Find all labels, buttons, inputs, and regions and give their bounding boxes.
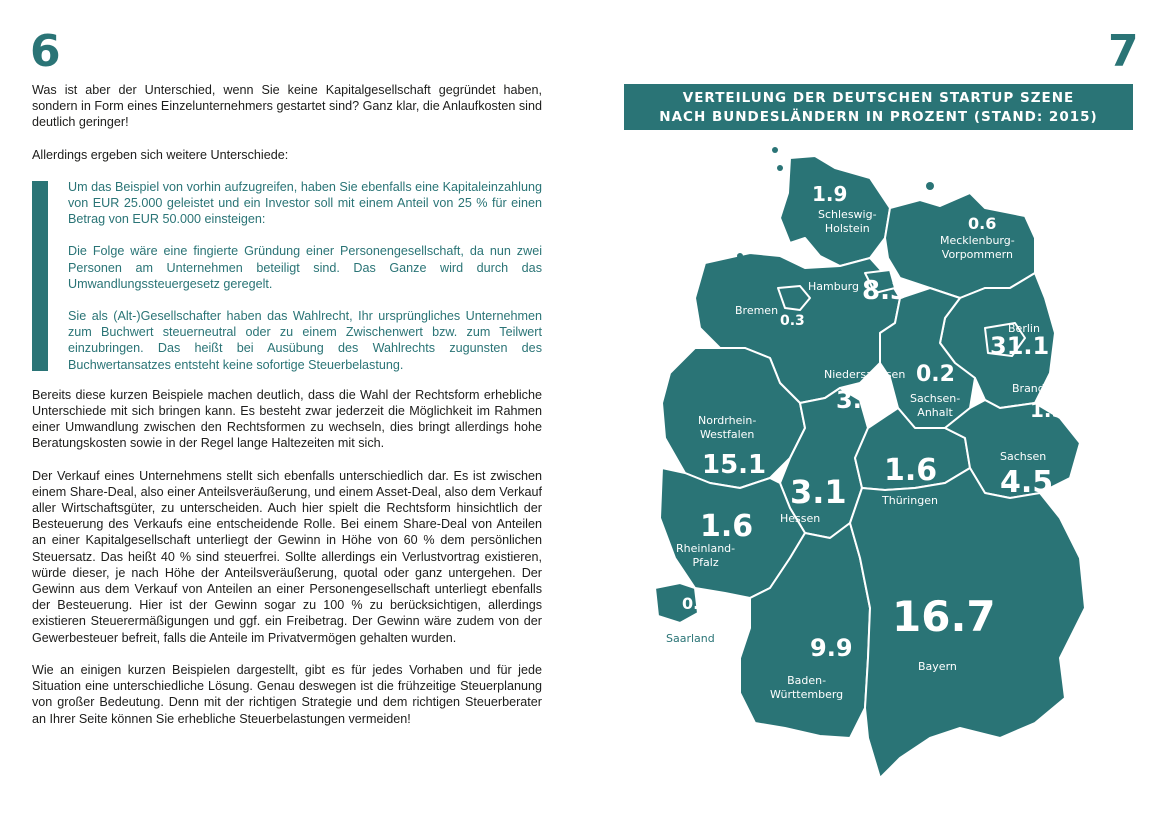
highlight-box	[32, 179, 542, 373]
state-label-saarland: Saarland	[666, 632, 715, 645]
state-label-mecklenburg-vorpommern: Mecklenburg- Vorpommern	[940, 234, 1015, 261]
state-value-thueringen: 1.6	[884, 453, 938, 488]
map-title-banner	[624, 84, 1133, 130]
state-label-sachsen-anhalt: Sachsen- Anhalt	[910, 392, 961, 419]
state-label-thueringen: Thüringen	[882, 494, 938, 507]
state-label-baden-wuerttemberg: Baden- Württemberg	[770, 674, 844, 701]
state-value-bremen: 0.3	[780, 313, 805, 329]
state-value-saarland: 0.4	[682, 594, 711, 613]
state-label-brandenburg: Brandenburg	[1012, 382, 1084, 395]
left-column	[32, 82, 542, 743]
state-label-nordrhein-westfalen: Nordrhein- Westfalen	[698, 414, 757, 441]
page-number-left: 6	[30, 26, 61, 77]
state-label-niedersachsen: Niedersachsen	[824, 368, 906, 381]
intro-paragraph: Was ist aber der Unterschied, wenn Sie keine Kapitalgesellschaft gegründet haben, sondern in Form eines Einzelunternehmers gestartet sind? Ganz klar, die Anlaufkosten sind deutlich geringer!	[32, 83, 542, 130]
island-shape	[777, 165, 783, 171]
body-paragraph: Wie an einigen kurzen Beispielen dargestellt, gibt es für jedes Vorhaben und für jede Situation eine unterschiedliche Lösung. Genau deswegen ist die frühzeitige Steuerplanung von großer Bedeutung. Denn mit der richtigen Strategie und dem richtigen Steuerberater an Ihrer Seite können Sie erhebliche Steuerbelastungen vermeiden!	[32, 662, 542, 726]
germany-map	[640, 138, 1110, 788]
page-number-right: 7	[1108, 26, 1139, 77]
state-value-sachsen: 4.5	[1000, 465, 1054, 500]
state-label-hessen: Hessen	[780, 512, 821, 525]
quote-paragraph: Die Folge wäre eine fingierte Gründung einer Personengesellschaft, da nun zwei Personen am Unternehmen beteiligt sind. Das Ganze wird durch das Umwandlungssteuergesetz geregelt.	[68, 244, 542, 291]
island-shape	[772, 147, 778, 153]
state-value-niedersachsen: 3.3	[836, 386, 879, 414]
state-value-baden-wuerttemberg: 9.9	[810, 634, 853, 662]
state-label-rheinland-pfalz: Rheinland- Pfalz	[676, 542, 736, 569]
state-value-hessen: 3.1	[790, 473, 847, 511]
highlight-bar	[32, 181, 48, 371]
state-value-hamburg: 8.3	[862, 276, 909, 306]
state-value-bayern: 16.7	[892, 592, 996, 641]
state-value-nordrhein-westfalen: 15.1	[702, 450, 767, 480]
island-shape	[737, 253, 743, 259]
quote-paragraph: Sie als (Alt-)Gesellschafter haben das Wahlrecht, Ihr ursprüngliches Unternehmen zum Buchwert steuerneutral oder zu einem Zwischenwert bzw. zum Teilwert einzubringen. Das heißt bei Ausübung des Wahlrechts zugunsten des Buchwertansatzes entsteht keine sofortige Steuerbelastung.	[68, 309, 542, 372]
quote-paragraph: Um das Beispiel von vorhin aufzugreifen, haben Sie ebenfalls eine Kapitaleinzahlung von EUR 25.000 geleistet und ein Investor soll mit einem Anteil von 25 % für einen Betrag von EUR 50.000 einsteigen:	[68, 179, 542, 227]
body-paragraph: Bereits diese kurzen Beispiele machen deutlich, dass die Wahl der Rechtsform erhebliche Unterschiede mit sich bringen kann. Es besteht zwar jederzeit die Möglichkeit im Rahmen einer Umwandlung zwischen den Rechtsformen zu wechseln, dies bringt allerdings hohe Beratungskosten sowie in der Regel lange Haltezeiten mit sich.	[32, 387, 542, 451]
state-value-schleswig-holstein: 1.9	[812, 182, 848, 206]
state-value-brandenburg: 1.5	[1030, 398, 1066, 422]
state-value-berlin: 31.1	[990, 332, 1050, 360]
lead-paragraph: Allerdings ergeben sich weitere Unterschiede:	[32, 147, 289, 162]
banner-line-2: NACH BUNDESLÄNDERN IN PROZENT (STAND: 2015)	[659, 109, 1098, 125]
state-label-bayern: Bayern	[918, 660, 957, 673]
state-label-hamburg: Hamburg	[808, 280, 859, 293]
body-paragraph: Der Verkauf eines Unternehmens stellt sich ebenfalls unterschiedlich dar. Es ist zwischen einem Share-Deal, also einer Anteilsveräußerung, und einem Asset-Deal, also dem Verkauf aller Wirtschaftsgüter, zu unterscheiden. Auch hier spielt die Rechtsform hinsichtlich der Besteuerung des Verkaufs eine entscheidende Rolle. Bei einem Share-Deal von Anteilen an einer Kapitalgesellschaft unterliegt der Gewinn in Höhe von 60 % dem persönlichen Steuersatz. Das heißt 40 % sind steuerfrei. Sollte allerdings ein Verlustvortrag existieren, würde dieser, je nach Höhe der Anteilsveräußerung, quotal oder ganz untergehen. Der Gewinn aus dem Verkauf von Anteilen an einer Personengesellschaft unterliegt ebenfalls der Besteuerung. Hier ist der Gewinn sogar zu 100 % zu berücksichtigen, allerdings existieren Steuerermäßigungen und ggf. ein Freibetrag. Der Gewinn wäre zudem von der Gewerbesteuer befreit, falls die Anteile im Privatvermögen gehalten wurden.	[32, 468, 542, 645]
banner-line-1: VERTEILUNG DER DEUTSCHEN STARTUP SZENE	[682, 90, 1075, 106]
state-value-rheinland-pfalz: 1.6	[700, 509, 754, 544]
state-label-sachsen: Sachsen	[1000, 450, 1047, 463]
state-value-mecklenburg-vorpommern: 0.6	[968, 214, 997, 233]
state-value-sachsen-anhalt: 0.2	[916, 362, 955, 387]
state-label-berlin: Berlin	[1008, 322, 1040, 335]
state-label-bremen: Bremen	[735, 304, 779, 317]
state-label-schleswig-holstein: Schleswig- Holstein	[818, 208, 877, 235]
island-shape	[926, 182, 934, 190]
